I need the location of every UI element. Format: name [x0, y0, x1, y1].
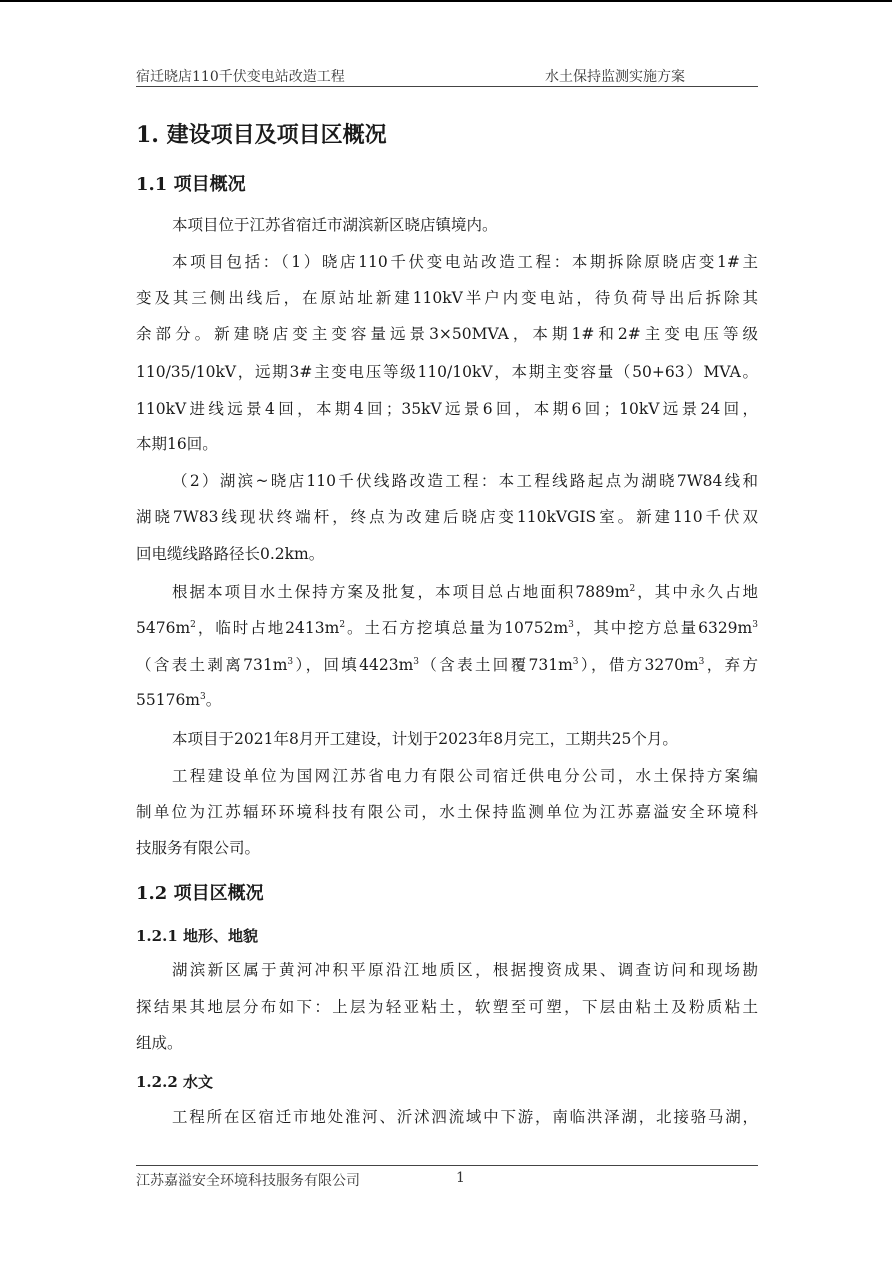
paragraph-line: $5476m^2$，临时占地$2413m^2$。土石方挖填总量为$10752m^3$，其中挖方总量$6329m^3$: [136, 619, 758, 637]
section-1-2-heading: 1.2 项目区概况: [136, 883, 264, 904]
paragraph-line: 回电缆线路路径长0.2km。: [136, 545, 325, 563]
paragraph-line: 110/35/10kV，远期3#主变电压等级110/10kV，本期主变容量（50+63）MVA。: [136, 363, 758, 381]
paragraph-line: 本项目包括：（1）晓店110千伏变电站改造工程：本期拆除原晓店变1#主: [172, 253, 758, 271]
paragraph-line: 湖晓7W83线现状终端杆，终点为改建后晓店变110kVGIS室。新建110千伏双: [136, 508, 758, 526]
paragraph-hydrology: 工程所在区宿迁市地处淮河、沂沭泗流域中下游，南临洪泽湖，北接骆马湖，: [172, 1108, 758, 1126]
paragraph-line: 组成。: [136, 1034, 183, 1052]
header-doc-title: 水土保持监测实施方案: [545, 69, 685, 85]
section-1-2-2-heading: 1.2.2 水文: [136, 1073, 213, 1091]
paragraph-line: 本期16回。: [136, 435, 218, 453]
footer-company: 江苏嘉溢安全环境科技服务有限公司: [136, 1173, 360, 1189]
paragraph-schedule: 本项目于2021年8月开工建设，计划于2023年8月完工，工期共25个月。: [172, 730, 678, 748]
paragraph-line: 变及其三侧出线后，在原站址新建110kV半户内变电站，待负荷导出后拆除其: [136, 289, 758, 307]
section-1-heading: 1. 建设项目及项目区概况: [136, 122, 387, 148]
page-top-border: [0, 0, 892, 2]
header-project-name: 宿迁晓店110千伏变电站改造工程: [136, 69, 345, 85]
paragraph-line: 根据本项目水土保持方案及批复，本项目总占地面积$7889m^2$，其中永久占地: [172, 583, 758, 601]
paragraph-line: （2）湖滨~晓店110千伏线路改造工程：本工程线路起点为湖晓7W84线和: [172, 472, 758, 490]
footer-rule: [136, 1165, 758, 1166]
paragraph-line: 制单位为江苏辐环环境科技有限公司，水土保持监测单位为江苏嘉溢安全环境科: [136, 803, 758, 821]
paragraph-line: 110kV进线远景4回，本期4回；35kV远景6回，本期6回；10kV远景24回，: [136, 400, 758, 418]
paragraph-line: 技服务有限公司。: [136, 839, 261, 857]
paragraph-line: $55176m^3$。: [136, 691, 222, 709]
page-number: 1: [456, 1170, 465, 1186]
section-1-1-heading: 1.1 项目概况: [136, 174, 246, 195]
paragraph-line: （含表土剥离$731m^3$），回填$4423m^3$（含表土回覆$731m^3$），借方$3270m^3$，弃方: [136, 656, 758, 674]
section-1-2-1-heading: 1.2.1 地形、地貌: [136, 927, 258, 945]
paragraph-line: 工程建设单位为国网江苏省电力有限公司宿迁供电分公司，水土保持方案编: [172, 767, 758, 785]
paragraph-line: 湖滨新区属于黄河冲积平原沿江地质区，根据搜资成果、调查访问和现场勘: [172, 961, 758, 979]
paragraph-line: 探结果其地层分布如下：上层为轻亚粘土，软塑至可塑，下层由粘土及粉质粘土: [136, 998, 758, 1016]
header-rule: [136, 86, 758, 87]
paragraph-location: 本项目位于江苏省宿迁市湖滨新区晓店镇境内。: [172, 216, 498, 234]
paragraph-line: 余部分。新建晓店变主变容量远景3×50MVA，本期1#和2#主变电压等级: [136, 325, 758, 343]
